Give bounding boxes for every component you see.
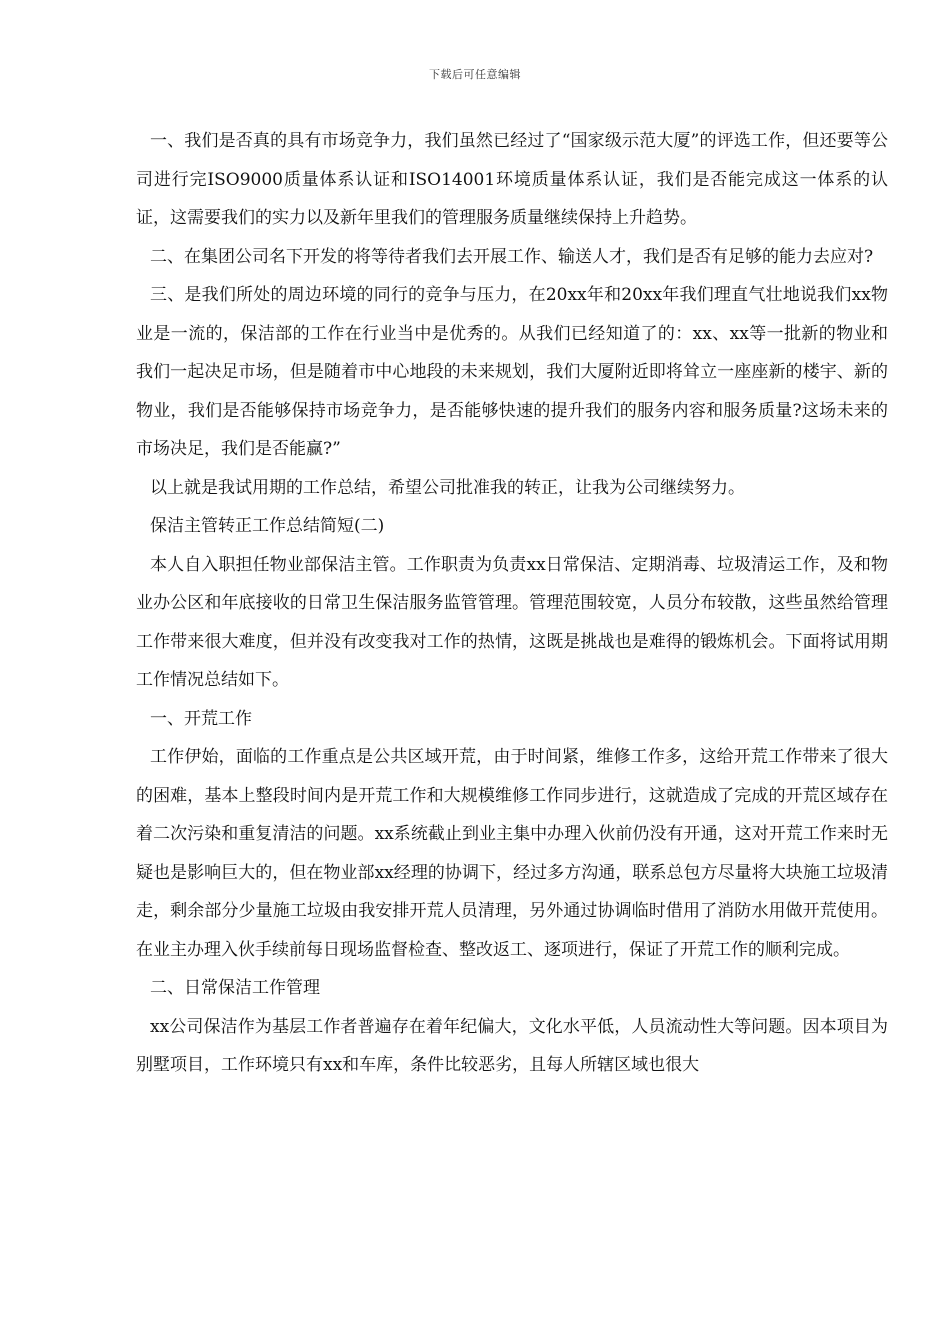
heading-1: 一、开荒工作 — [150, 708, 252, 729]
paragraph-8: 工作伊始，面临的工作重点是公共区域开荒，由于时间紧，维修工作多，这给开荒工作带来了很大的困难，基本上整段时间内是开荒工作和大规模维修工作同步进行，这就造成了完成的开荒区域存在着二次污染和重复清洁的问题。xx系统截止到业主集中办理入伙前仍没有开通，这对开荒工作来时无疑也是影响巨大的，但在物业部xx经理的协调下，经过多方沟通，联系总包方尽量将大块施工垃圾清走，剩余部分少量施工垃圾由我安排开荒人员清理，另外通过协调临时借用了消防水用做开荒使用。在业主办理入伙手续前每日现场监督检查、整改返工、逐项进行，保证了开荒工作的顺利完成。 — [136, 747, 888, 960]
paragraph-1: 一、我们是否真的具有市场竞争力，我们虽然已经过了“国家级示范大厦”的评选工作，但还要等公司进行完ISO9000质量体系认证和ISO14001环境质量体系认证，我们是否能完成这一体系的认证，这需要我们的实力以及新年里我们的管理服务质量继续保持上升趋势。 — [136, 131, 888, 228]
page-header: 下载后可任意编辑 — [429, 68, 521, 81]
paragraph-2: 二、在集团公司名下开发的将等待者我们去开展工作、输送人才，我们是否有足够的能力去应对? — [150, 246, 874, 267]
paragraph-6: 本人自入职担任物业部保洁主管。工作职责为负责xx日常保洁、定期消毒、垃圾清运工作，及和物业办公区和年底接收的日常卫生保洁服务监管管理。管理范围较宽，人员分布较散，这些虽然给管理工作带来很大难度，但并没有改变我对工作的热情，这既是挑战也是难得的锻炼机会。下面将试用期工作情况总结如下。 — [136, 554, 888, 690]
paragraph-10: xx公司保洁作为基层工作者普遍存在着年纪偏大，文化水平低，人员流动性大等问题。因本项目为别墅项目，工作环境只有xx和车库，条件比较恶劣，且每人所辖区域也很大 — [136, 1016, 888, 1075]
heading-2: 二、日常保洁工作管理 — [150, 978, 320, 998]
paragraph-3: 三、是我们所处的周边环境的同行的竞争与压力，在20xx年和20xx年我们理直气壮地说我们xx物业是一流的，保洁部的工作在行业当中是优秀的。从我们已经知道了的：xx、xx等一批新的物业和我们一起决足市场，但是随着市中心地段的未来规划，我们大厦附近即将耸立一座座新的楼宇、新的物业，我们是否能够保持市场竞争力，是否能够快速的提升我们的服务内容和服务质量?这场未来的市场决足，我们是否能赢?” — [136, 285, 888, 459]
section-title: 保洁主管转正工作总结简短(二) — [150, 516, 385, 536]
paragraph-4: 以上就是我试用期的工作总结，希望公司批准我的转正，让我为公司继续努力。 — [150, 477, 745, 498]
document-body — [136, 122, 888, 1085]
